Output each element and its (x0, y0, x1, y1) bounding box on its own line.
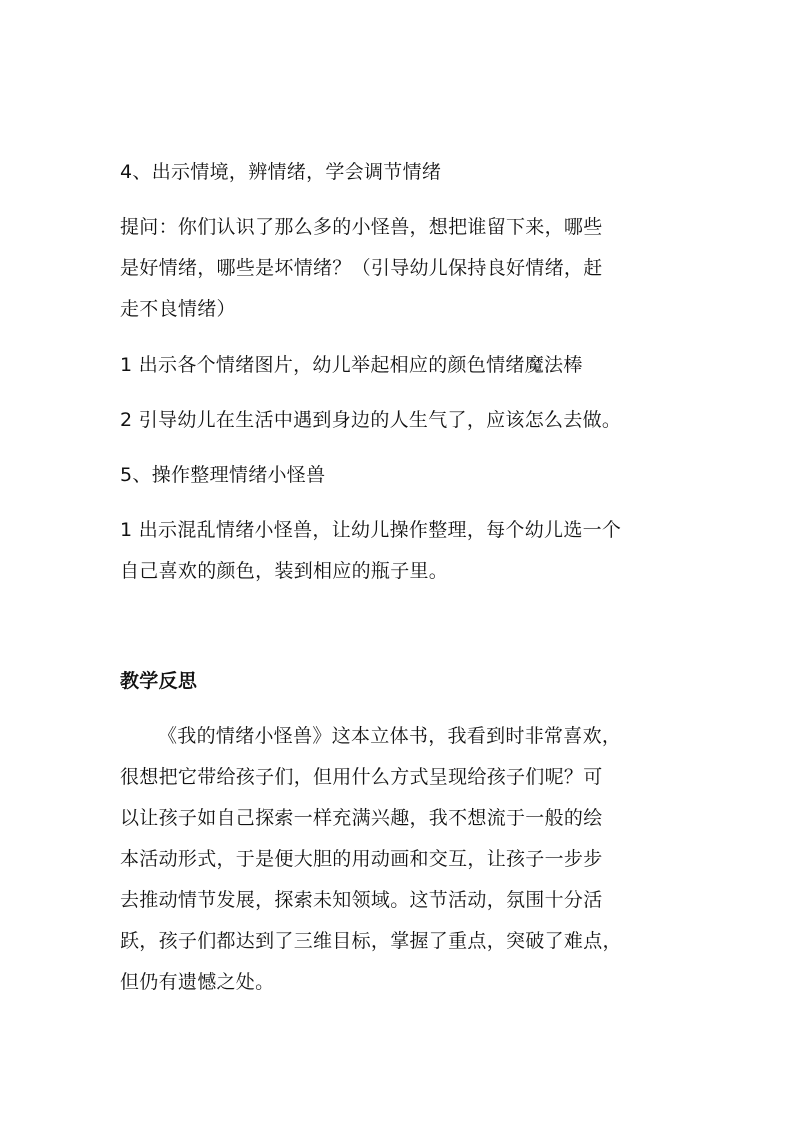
reflection-line: 以让孩子如自己探索一样充满兴趣，我不想流于一般的绘 (120, 807, 603, 829)
step-4-item-1: 1 出示各个情绪图片，幼儿举起相应的颜色情绪魔法棒 (120, 354, 583, 376)
step-5-item-line: 自己喜欢的颜色，装到相应的瓶子里。 (120, 560, 449, 582)
step-5-heading: 5、操作整理情绪小怪兽 (120, 464, 326, 486)
reflection-line: 本活动形式，于是便大胆的用动画和交互，让孩子一步步 (120, 848, 603, 870)
reflection-line: 《我的情绪小怪兽》这本立体书，我看到时非常喜欢， (158, 725, 622, 747)
reflection-line: 很想把它带给孩子们，但用什么方式呈现给孩子们呢？可 (120, 766, 603, 788)
reflection-line: 跃，孩子们都达到了三维目标，掌握了重点，突破了难点， (120, 930, 622, 952)
question-line: 是好情绪，哪些是坏情绪？（引导幼儿保持良好情绪，赶 (120, 257, 603, 279)
question-line: 走不良情绪） (120, 298, 236, 320)
reflection-line: 但仍有遗憾之处。 (120, 971, 275, 993)
step-5-item-1 (120, 510, 668, 592)
reflection-paragraph (120, 716, 668, 1003)
step-4-heading: 4、出示情境，辨情绪，学会调节情绪 (120, 161, 442, 183)
step-5-item-line: 1 出示混乱情绪小怪兽，让幼儿操作整理，每个幼儿选一个 (120, 519, 622, 541)
question-line: 提问：你们认识了那么多的小怪兽，想把谁留下来，哪些 (120, 216, 603, 238)
step-4-item-2: 2 引导幼儿在生活中遇到身边的人生气了，应该怎么去做。 (120, 409, 622, 431)
reflection-line: 去推动情节发展，探索未知领域。这节活动，氛围十分活 (120, 889, 603, 911)
question-paragraph (120, 207, 668, 330)
reflection-title: 教学反思 (120, 670, 198, 692)
